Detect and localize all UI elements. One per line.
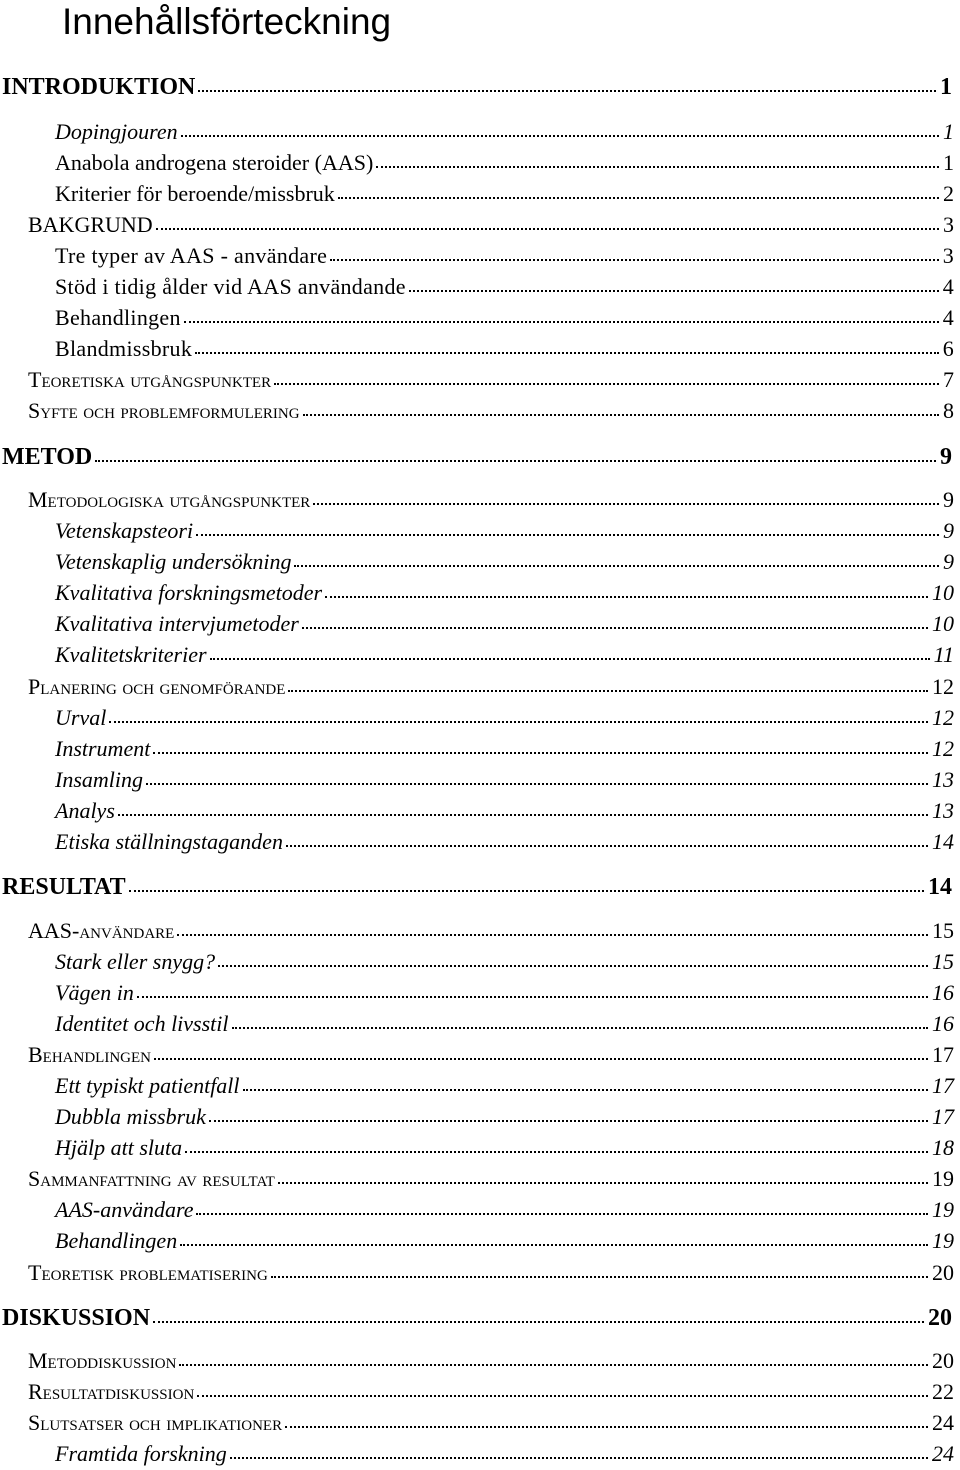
toc-entry-stark-snygg[interactable] xyxy=(55,948,954,976)
toc-entry-bakgrund[interactable] xyxy=(28,211,954,239)
toc-entry-vagen-in[interactable] xyxy=(55,979,954,1007)
toc-entry-behandlingen-1[interactable] xyxy=(55,304,954,332)
toc-entry-page: 1 xyxy=(943,150,954,175)
toc-entry-title: Urval xyxy=(55,705,107,730)
toc-entry-title: Behandlingen xyxy=(55,305,181,330)
toc-entry-title: AAS-användare xyxy=(28,918,175,943)
toc-entry-kriterier[interactable] xyxy=(55,180,954,208)
toc-entry-title: Hjälp att sluta xyxy=(55,1135,183,1160)
toc-entry-page: 3 xyxy=(942,243,954,268)
toc-entry-title: Vetenskaplig undersökning xyxy=(55,549,292,574)
toc-leader-dots xyxy=(303,414,939,416)
toc-entry-title: Dubbla missbruk xyxy=(55,1104,206,1129)
toc-entry-page: 9 xyxy=(943,549,954,574)
toc-entry-title: Etiska ställningstaganden xyxy=(55,829,283,854)
toc-entry-title: Kvalitativa forskningsmetoder xyxy=(55,580,323,605)
toc-leader-dots xyxy=(118,814,928,816)
toc-entry-hjalp[interactable] xyxy=(55,1134,954,1162)
toc-entry-title: Anabola androgena steroider (AAS) xyxy=(55,150,374,175)
toc-entry-kval-intervju[interactable] xyxy=(55,610,954,638)
toc-entry-page: 2 xyxy=(943,181,954,206)
toc-entry-kvalitetskriterier[interactable] xyxy=(55,641,954,669)
toc-entry-metod[interactable] xyxy=(2,442,952,472)
toc-entry-page: 20 xyxy=(928,1305,952,1331)
toc-entry-page: 9 xyxy=(943,487,954,512)
toc-leader-dots xyxy=(325,596,928,598)
toc-entry-resultatdiskussion[interactable] xyxy=(28,1378,954,1406)
toc-leader-dots xyxy=(179,1364,928,1366)
page-title: Innehållsförteckning xyxy=(62,1,392,42)
toc-leader-dots xyxy=(197,1395,928,1397)
toc-leader-dots xyxy=(278,1182,928,1184)
toc-entry-title: RESULTAT xyxy=(2,874,126,900)
toc-leader-dots xyxy=(109,721,928,723)
toc-leader-dots xyxy=(286,845,928,847)
toc-entry-title: Instrument xyxy=(55,736,151,761)
toc-entry-title: Behandlingen xyxy=(28,1042,151,1067)
toc-entry-page: 17 xyxy=(932,1104,954,1129)
toc-entry-page: 17 xyxy=(932,1042,954,1067)
toc-leader-dots xyxy=(177,934,928,936)
toc-entry-patientfall[interactable] xyxy=(55,1072,954,1100)
toc-leader-dots xyxy=(210,658,930,660)
toc-entry-title: Ett typiskt patientfall xyxy=(55,1073,240,1098)
toc-entry-page: 20 xyxy=(932,1260,954,1285)
toc-entry-page: 1 xyxy=(943,119,954,144)
toc-entry-page: 19 xyxy=(932,1166,954,1191)
toc-entry-instrument[interactable] xyxy=(55,735,954,763)
toc-entry-page: 8 xyxy=(943,398,954,423)
toc-entry-title: Resultatdiskussion xyxy=(28,1379,195,1404)
toc-entry-framtida[interactable] xyxy=(55,1440,954,1468)
toc-entry-title: Tre typer av AAS - användare xyxy=(55,243,328,268)
toc-leader-dots xyxy=(156,228,939,230)
toc-entry-dopingjouren[interactable] xyxy=(55,118,954,146)
toc-leader-dots xyxy=(302,627,928,629)
toc-entry-page: 9 xyxy=(943,518,954,543)
toc-entry-aas-anvandare[interactable] xyxy=(28,917,954,945)
toc-entry-page: 18 xyxy=(932,1135,954,1160)
toc-entry-title: AAS-användare xyxy=(55,1197,194,1222)
toc-entry-behandlingen-2[interactable] xyxy=(28,1041,954,1069)
toc-entry-title: Stöd i tidig ålder vid AAS användande xyxy=(55,274,406,299)
toc-entry-page: 4 xyxy=(942,305,954,330)
toc-leader-dots xyxy=(146,783,928,785)
toc-entry-syfte[interactable] xyxy=(28,397,954,425)
toc-leader-dots xyxy=(218,965,928,967)
toc-entry-title: Teoretiska utgångspunkter xyxy=(28,367,272,392)
toc-entry-page: 14 xyxy=(932,829,954,854)
toc-entry-title: Syfte och problemformulering xyxy=(28,398,300,423)
toc-leader-dots xyxy=(409,290,939,292)
toc-entry-title: Slutsatser och implikationer xyxy=(28,1410,283,1435)
toc-entry-page: 11 xyxy=(933,642,954,667)
toc-leader-dots xyxy=(274,383,939,385)
toc-entry-stod[interactable] xyxy=(55,273,954,301)
toc-entry-title: Metoddiskussion xyxy=(28,1348,177,1373)
toc-entry-title: Sammanfattning av resultat xyxy=(28,1166,275,1191)
toc-leader-dots xyxy=(232,1027,928,1029)
toc-leader-dots xyxy=(313,503,939,505)
toc-entry-blandmissbruk[interactable] xyxy=(55,335,954,363)
toc-leader-dots xyxy=(196,1213,928,1215)
toc-entry-metodologiska[interactable] xyxy=(28,486,954,514)
toc-entry-dubbla[interactable] xyxy=(55,1103,954,1131)
toc-entry-identitet[interactable] xyxy=(55,1010,954,1038)
toc-entry-title: Teoretisk problematisering xyxy=(28,1260,268,1285)
toc-leader-dots xyxy=(294,565,939,567)
toc-entry-kval-forskning[interactable] xyxy=(55,579,954,607)
toc-entry-title: Dopingjouren xyxy=(55,119,178,144)
toc-leader-dots xyxy=(180,1244,928,1246)
toc-entry-page: 16 xyxy=(932,1011,954,1036)
toc-entry-title: Vägen in xyxy=(55,980,134,1005)
toc-entry-page: 24 xyxy=(932,1410,954,1435)
toc-leader-dots xyxy=(184,321,939,323)
toc-entry-title: Metodologiska utgångspunkter xyxy=(28,487,311,512)
toc-entry-title: Insamling xyxy=(55,767,143,792)
toc-entry-title: Kvalitetskriterier xyxy=(55,642,207,667)
toc-entry-page: 4 xyxy=(942,274,954,299)
toc-entry-page: 7 xyxy=(943,367,954,392)
toc-leader-dots xyxy=(195,352,939,354)
toc-entry-title: Framtida forskning xyxy=(55,1441,227,1466)
toc-leader-dots xyxy=(285,1426,928,1428)
toc-leader-dots xyxy=(198,90,936,92)
toc-entry-page: 3 xyxy=(943,212,954,237)
toc-leader-dots xyxy=(129,890,924,892)
toc-entry-page: 16 xyxy=(932,980,954,1005)
toc-leader-dots xyxy=(288,690,928,692)
toc-leader-dots xyxy=(154,1058,928,1060)
toc-leader-dots xyxy=(185,1151,928,1153)
toc-entry-metoddiskussion[interactable] xyxy=(28,1347,954,1375)
toc-entry-title: METOD xyxy=(2,444,93,470)
toc-entry-slutsatser[interactable] xyxy=(28,1409,954,1437)
toc-entry-resultat[interactable] xyxy=(2,872,952,902)
toc-leader-dots xyxy=(95,460,936,462)
toc-entry-diskussion[interactable] xyxy=(2,1303,952,1333)
toc-entry-sammanfattning[interactable] xyxy=(28,1165,954,1193)
toc-entry-title: Kvalitativa intervjumetoder xyxy=(55,611,299,636)
toc-leader-dots xyxy=(196,534,939,536)
toc-leader-dots xyxy=(209,1120,928,1122)
toc-entry-page: 13 xyxy=(932,767,954,792)
toc-entry-vetenskaplig[interactable] xyxy=(55,548,954,576)
toc-entry-title: Identitet och livsstil xyxy=(55,1011,229,1036)
toc-leader-dots xyxy=(376,166,939,168)
toc-leader-dots xyxy=(330,259,939,261)
toc-entry-page: 6 xyxy=(942,336,954,361)
toc-entry-insamling[interactable] xyxy=(55,766,954,794)
toc-entry-title: Vetenskapsteori xyxy=(55,518,194,543)
toc-entry-etiska[interactable] xyxy=(55,828,954,856)
toc-entry-page: 14 xyxy=(928,874,952,900)
toc-entry-vetenskapsteori[interactable] xyxy=(55,517,954,545)
toc-entry-aas-anvandare-2[interactable] xyxy=(55,1196,954,1224)
toc-entry-title: Planering och genomförande xyxy=(28,674,286,699)
toc-entry-teoretiska[interactable] xyxy=(28,366,954,394)
toc-entry-page: 19 xyxy=(932,1228,954,1253)
toc-entry-page: 9 xyxy=(940,444,952,470)
toc-entry-analys[interactable] xyxy=(55,797,954,825)
toc-entry-planering[interactable] xyxy=(28,673,954,701)
toc-leader-dots xyxy=(153,752,928,754)
toc-entry-title: Stark eller snygg? xyxy=(55,949,216,974)
toc-entry-urval[interactable] xyxy=(55,704,954,732)
toc-entry-page: 20 xyxy=(932,1348,954,1373)
toc-entry-tre-typer[interactable] xyxy=(55,242,954,270)
toc-entry-page: 15 xyxy=(932,949,954,974)
toc-entry-page: 12 xyxy=(932,705,954,730)
toc-entry-page: 17 xyxy=(932,1073,954,1098)
toc-entry-page: 1 xyxy=(940,74,952,100)
toc-entry-title: Kriterier för beroende/missbruk xyxy=(55,181,335,206)
toc-entry-page: 24 xyxy=(932,1441,954,1466)
toc-entry-page: 13 xyxy=(932,798,954,823)
toc-entry-title: INTRODUKTION xyxy=(2,74,196,100)
toc-entry-page: 12 xyxy=(932,736,954,761)
toc-entry-page: 10 xyxy=(932,580,954,605)
toc-leader-dots xyxy=(181,135,939,137)
toc-entry-page: 19 xyxy=(932,1197,954,1222)
toc-leader-dots xyxy=(153,1321,924,1323)
toc-entry-page: 12 xyxy=(932,674,954,699)
toc-leader-dots xyxy=(137,996,928,998)
toc-entry-title: Behandlingen xyxy=(55,1228,178,1253)
toc-entry-teoretisk-problematisering[interactable] xyxy=(28,1259,954,1287)
toc-entry-page: 15 xyxy=(932,918,954,943)
toc-entry-page: 10 xyxy=(932,611,954,636)
toc-leader-dots xyxy=(243,1089,928,1091)
toc-entry-page: 22 xyxy=(932,1379,954,1404)
toc-entry-title: DISKUSSION xyxy=(2,1305,151,1331)
toc-entry-title: BAKGRUND xyxy=(28,212,153,237)
toc-leader-dots xyxy=(338,197,939,199)
toc-leader-dots xyxy=(230,1457,928,1459)
toc-entry-introduktion[interactable] xyxy=(2,72,952,102)
toc-leader-dots xyxy=(271,1276,928,1278)
toc-entry-title: Blandmissbruk xyxy=(55,336,193,361)
toc-entry-title: Analys xyxy=(55,798,115,823)
toc-entry-aas[interactable] xyxy=(55,149,954,177)
toc-entry-behandlingen-3[interactable] xyxy=(55,1227,954,1255)
